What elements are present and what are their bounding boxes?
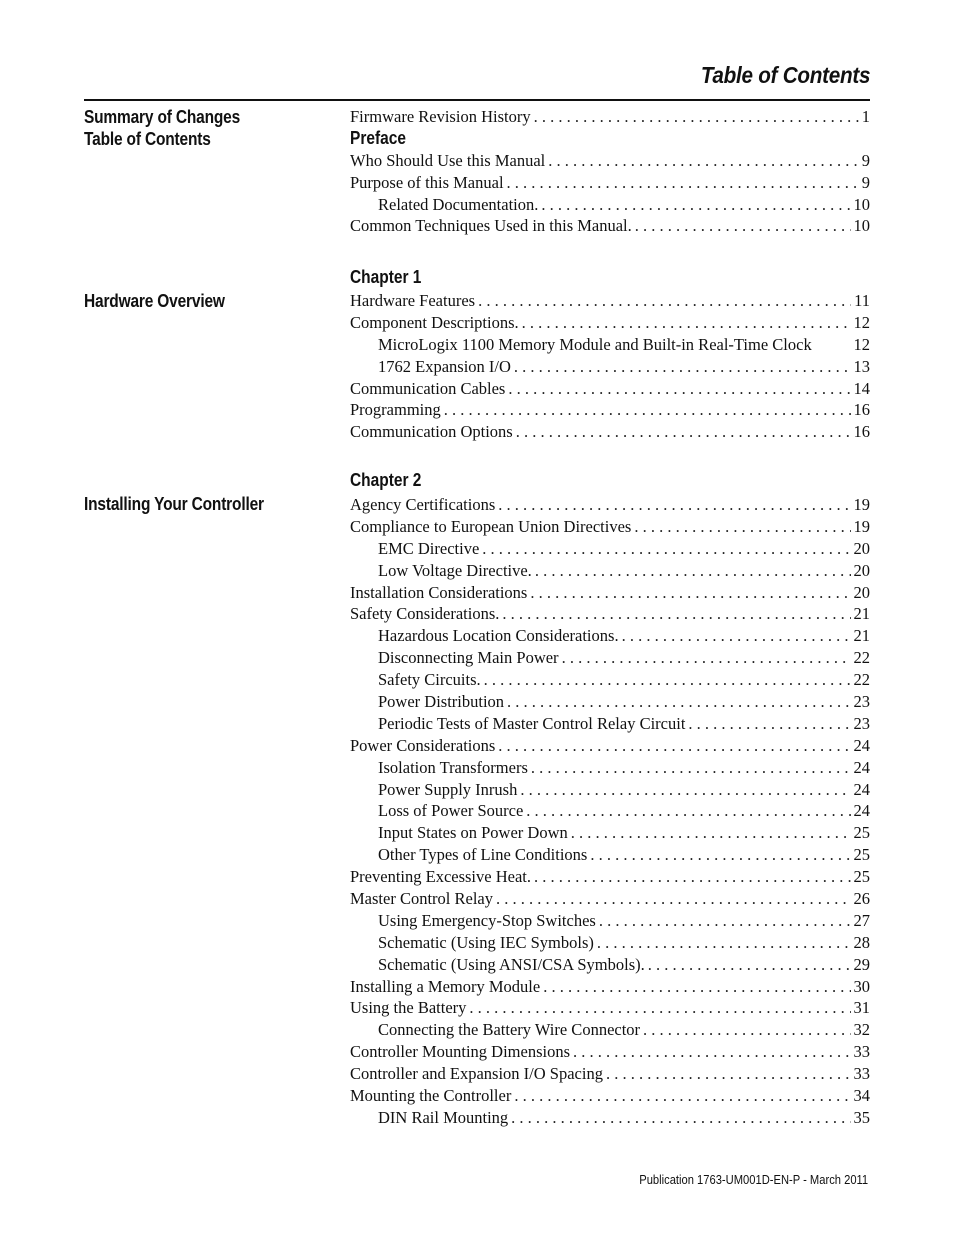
- toc-entry-label: Low Voltage Directive.: [378, 560, 532, 580]
- toc-entry-page: 25: [853, 845, 870, 865]
- toc-entry-label: EMC Directive: [378, 538, 480, 558]
- dot-leader: [599, 910, 851, 932]
- toc-entry[interactable]: [350, 603, 870, 625]
- toc-entry[interactable]: [350, 757, 870, 779]
- toc-entry-page: 27: [853, 910, 870, 930]
- title-rule: [84, 99, 870, 101]
- toc-entry-page: 1: [861, 107, 870, 126]
- toc-entry[interactable]: [350, 1063, 870, 1085]
- section-label[interactable]: Installing Your Controller: [84, 494, 264, 514]
- toc-entry-label: Purpose of this Manual: [350, 172, 504, 192]
- toc-entry-label: Input States on Power Down: [378, 823, 568, 843]
- toc-entry-page: 35: [853, 1107, 870, 1127]
- toc-entry-label: Programming: [350, 400, 441, 420]
- dot-leader: [534, 106, 859, 128]
- toc-entry[interactable]: [350, 932, 870, 954]
- toc-entry-label: Component Descriptions.: [350, 312, 519, 332]
- entry-list: [350, 290, 870, 443]
- dot-leader: [520, 779, 850, 801]
- toc-entry[interactable]: [350, 312, 870, 334]
- toc-entry-label: Connecting the Battery Wire Connector: [378, 1020, 641, 1040]
- toc-entry-page: 33: [853, 1064, 870, 1084]
- toc-entry[interactable]: [350, 976, 870, 998]
- dot-leader: [643, 1019, 850, 1041]
- section-label[interactable]: Table of Contents: [84, 129, 211, 149]
- toc-entry-label: Other Types of Line Conditions: [378, 845, 588, 865]
- toc-entry[interactable]: [350, 625, 870, 647]
- entry-list: [350, 494, 870, 1129]
- dot-leader: [635, 215, 851, 237]
- section-labels: [84, 493, 334, 515]
- section-labels: [84, 106, 334, 150]
- subsection-heading-text: Preface: [350, 127, 406, 148]
- toc-entry[interactable]: [350, 215, 870, 237]
- toc-entry[interactable]: [350, 421, 870, 443]
- toc-entry-page: 16: [853, 422, 870, 442]
- dot-leader: [516, 421, 851, 443]
- chapter-heading: Chapter 2: [350, 470, 422, 490]
- toc-entry[interactable]: [350, 735, 870, 757]
- dot-leader: [522, 312, 851, 334]
- toc-entry[interactable]: [350, 172, 870, 194]
- toc-entry[interactable]: [350, 713, 870, 735]
- dot-leader: [548, 150, 859, 172]
- toc-entry-label: Power Supply Inrush: [378, 779, 518, 799]
- toc-entry-page: 24: [853, 779, 870, 799]
- toc-entry-label: Periodic Tests of Master Control Relay Circuit: [378, 713, 686, 733]
- toc-entry-label: Safety Considerations.: [350, 604, 500, 624]
- dot-leader: [478, 290, 851, 312]
- toc-entry[interactable]: [350, 844, 870, 866]
- toc-entry[interactable]: [350, 106, 870, 128]
- toc-entry-label: Controller Mounting Dimensions: [350, 1042, 570, 1062]
- toc-entry[interactable]: [350, 399, 870, 421]
- toc-entry-label: Hazardous Location Considerations.: [378, 626, 619, 646]
- dot-leader: [590, 844, 850, 866]
- toc-entry[interactable]: [350, 1085, 870, 1107]
- toc-entry-page: 29: [853, 954, 870, 974]
- toc-entry-label: Disconnecting Main Power: [378, 648, 559, 668]
- toc-entry[interactable]: [350, 779, 870, 801]
- toc-entry-page: 20: [853, 560, 870, 580]
- toc-entry-page: 24: [853, 735, 870, 755]
- toc-entry[interactable]: [350, 290, 870, 312]
- toc-entry-page: 21: [853, 626, 870, 646]
- toc-entry-label: Agency Certifications: [350, 495, 496, 514]
- toc-entry-page: 20: [853, 582, 870, 602]
- toc-entry[interactable]: [350, 822, 870, 844]
- toc-entry-page: 12: [853, 334, 870, 354]
- toc-entry-page: 32: [853, 1020, 870, 1040]
- toc-entry-page: 25: [853, 867, 870, 887]
- toc-entry-label: 1762 Expansion I/O: [378, 356, 511, 376]
- toc-entry-label: Safety Circuits.: [378, 670, 481, 690]
- toc-entry-page: 25: [853, 823, 870, 843]
- dot-leader: [469, 997, 850, 1019]
- toc-entry-label: Firmware Revision History: [350, 107, 531, 126]
- toc-entry-label: Communication Cables: [350, 378, 506, 398]
- toc-entry-page: 26: [853, 889, 870, 909]
- dot-leader: [562, 647, 851, 669]
- toc-entry[interactable]: [350, 494, 870, 516]
- toc-entry-label: Installing a Memory Module: [350, 976, 541, 996]
- toc-entry[interactable]: [350, 538, 870, 560]
- dot-leader: [541, 194, 850, 216]
- toc-entry-page: 28: [853, 932, 870, 952]
- toc-entry-label: Schematic (Using IEC Symbols): [378, 932, 594, 952]
- toc-entry-label: Hardware Features: [350, 291, 476, 310]
- toc-entry[interactable]: [350, 378, 870, 400]
- toc-entry-label: Related Documentation.: [378, 194, 539, 214]
- section-label[interactable]: Hardware Overview: [84, 291, 225, 311]
- toc-entry-page: 22: [853, 648, 870, 668]
- dot-leader: [597, 932, 851, 954]
- dot-leader: [573, 1041, 851, 1063]
- dot-leader: [498, 494, 850, 516]
- toc-entry-label: Using the Battery: [350, 998, 467, 1018]
- toc-entry-label: Who Should Use this Manual: [350, 150, 546, 170]
- toc-entry-label: Compliance to European Union Directives: [350, 516, 632, 536]
- toc-entry-label: Controller and Expansion I/O Spacing: [350, 1064, 603, 1084]
- dot-leader: [502, 603, 850, 625]
- toc-entry[interactable]: [350, 194, 870, 216]
- toc-entry-page: 33: [853, 1042, 870, 1062]
- dot-leader: [484, 669, 851, 691]
- dot-leader: [514, 1085, 850, 1107]
- dot-leader: [648, 954, 851, 976]
- publication-footer: Publication 1763-UM001D-EN-P - March 2011: [639, 1172, 868, 1187]
- dot-leader: [514, 356, 851, 378]
- dot-leader: [530, 582, 850, 604]
- toc-entry-page: 19: [853, 495, 870, 514]
- toc-entry-label: Common Techniques Used in this Manual.: [350, 216, 632, 236]
- toc-entry-page: 30: [853, 976, 870, 996]
- toc-entry-page: 11: [854, 291, 870, 310]
- dot-leader: [444, 399, 851, 421]
- subsection-heading: [350, 128, 870, 150]
- toc-entry-page: 21: [853, 604, 870, 624]
- toc-entry-page: 23: [853, 713, 870, 733]
- toc-entry-page: 9: [861, 150, 870, 170]
- toc-entry-page: 22: [853, 670, 870, 690]
- toc-entry-page: 16: [853, 400, 870, 420]
- toc-entry[interactable]: [350, 356, 870, 378]
- toc-entry-label: Mounting the Controller: [350, 1086, 512, 1106]
- toc-entry-label: Installation Considerations: [350, 582, 528, 602]
- dot-leader: [531, 757, 851, 779]
- toc-entry[interactable]: [350, 888, 870, 910]
- toc-entry-label: Loss of Power Source: [378, 801, 524, 821]
- toc-entry-page: 20: [853, 538, 870, 558]
- toc-entry[interactable]: [350, 910, 870, 932]
- toc-entry-label: Communication Options: [350, 422, 513, 442]
- toc-entry[interactable]: [350, 150, 870, 172]
- dot-leader: [511, 1107, 850, 1129]
- toc-entry-label: Isolation Transformers: [378, 757, 528, 777]
- toc-entry[interactable]: [350, 691, 870, 713]
- toc-entry-page: 19: [853, 516, 870, 536]
- toc-entry-page: 34: [853, 1086, 870, 1106]
- toc-entry-page: 24: [853, 801, 870, 821]
- dot-leader: [507, 691, 850, 713]
- chapter-heading: Chapter 1: [350, 267, 422, 287]
- toc-entry[interactable]: [350, 1041, 870, 1063]
- toc-entry-label: Schematic (Using ANSI/CSA Symbols).: [378, 954, 645, 974]
- toc-entry-page: 24: [853, 757, 870, 777]
- toc-entry[interactable]: [350, 647, 870, 669]
- dot-leader: [606, 1063, 851, 1085]
- toc-entry-label: MicroLogix 1100 Memory Module and Built-in Real-Time Clock: [378, 334, 812, 354]
- toc-entry-page: 31: [853, 998, 870, 1018]
- toc-entry[interactable]: [350, 560, 870, 582]
- toc-entry-label: Power Distribution: [378, 692, 505, 712]
- dot-leader: [571, 822, 851, 844]
- toc-entry[interactable]: [350, 997, 870, 1019]
- section-label[interactable]: Summary of Changes: [84, 107, 241, 127]
- toc-entry[interactable]: [350, 954, 870, 976]
- toc-entry-page: 12: [853, 312, 870, 332]
- page-title: Table of Contents: [700, 62, 870, 88]
- toc-entry[interactable]: [350, 669, 870, 691]
- section-labels: [84, 290, 334, 312]
- toc-entry-page: 13: [853, 356, 870, 376]
- toc-entry[interactable]: [350, 582, 870, 604]
- dot-leader: [482, 538, 850, 560]
- dot-leader: [622, 625, 851, 647]
- toc-entry-label: DIN Rail Mounting: [378, 1107, 509, 1127]
- toc-entry[interactable]: [350, 1107, 870, 1129]
- toc-entry-page: 9: [861, 172, 870, 192]
- toc-entry-page: 10: [853, 216, 870, 236]
- dot-leader: [496, 888, 851, 910]
- toc-entry-page: 14: [853, 378, 870, 398]
- dot-leader: [535, 560, 851, 582]
- dot-leader: [508, 378, 850, 400]
- dot-leader: [507, 172, 859, 194]
- dot-leader: [634, 516, 850, 538]
- dot-leader: [534, 866, 851, 888]
- dot-leader: [688, 713, 850, 735]
- toc-entry-label: Preventing Excessive Heat.: [350, 867, 531, 887]
- toc-entry[interactable]: [350, 1019, 870, 1041]
- dot-leader: [543, 976, 850, 998]
- toc-entry[interactable]: [350, 800, 870, 822]
- toc-entry[interactable]: [350, 334, 870, 356]
- dot-leader: [526, 800, 850, 822]
- toc-entry-page: 23: [853, 692, 870, 712]
- toc-entry-label: Using Emergency-Stop Switches: [378, 910, 596, 930]
- toc-entry[interactable]: [350, 866, 870, 888]
- toc-entry[interactable]: [350, 516, 870, 538]
- toc-entry-label: Power Considerations: [350, 735, 496, 755]
- toc-entry-label: Master Control Relay: [350, 889, 493, 909]
- entry-list: [350, 106, 870, 237]
- toc-entry-page: 10: [853, 194, 870, 214]
- dot-leader: [498, 735, 850, 757]
